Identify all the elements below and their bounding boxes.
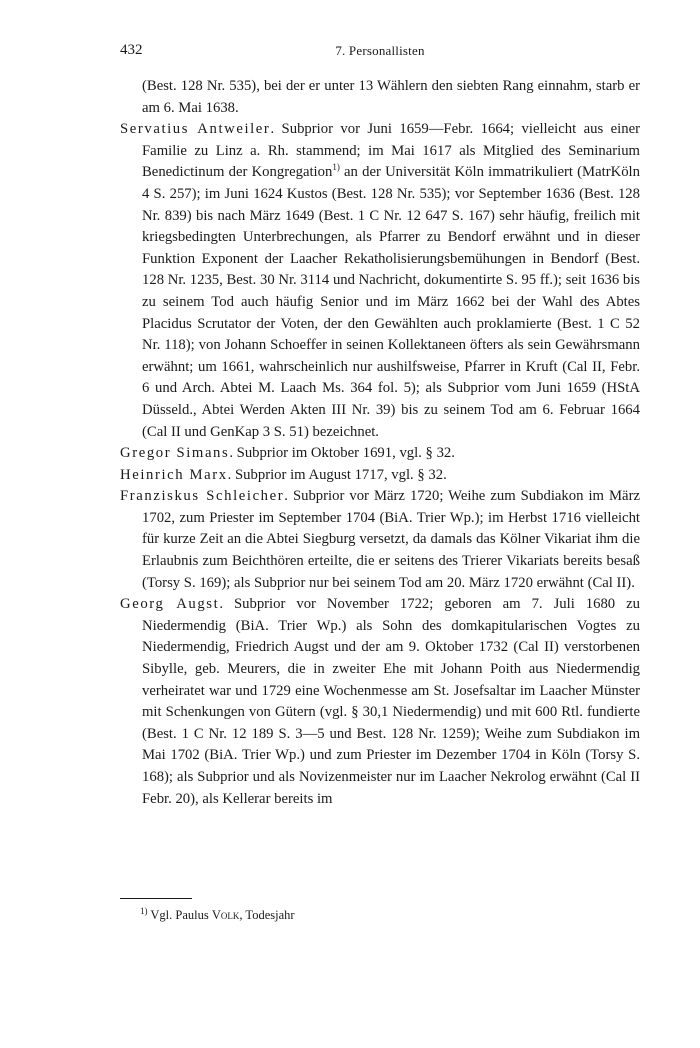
entry-georg-augst (120, 594, 640, 810)
entry-text: (Best. 128 Nr. 535), bei der er unter 13 Wählern den siebten Rang einnahm, starb er am 6. Mai 1638. (142, 78, 640, 116)
running-title: 7. Personallisten (335, 43, 425, 58)
footnote-author: Volk (211, 908, 240, 922)
footnote-text: Vgl. Paulus (147, 908, 212, 922)
entry-continuation (120, 76, 640, 119)
entry-gregor-simans (120, 443, 640, 465)
entry-servatius-antweiler (120, 119, 640, 443)
footnote-marker: 1) (140, 905, 148, 916)
entry-text: . Subprior im August 1717, vgl. § 32. (227, 466, 447, 483)
page-header (120, 42, 640, 60)
entry-franziskus-schleicher (120, 486, 640, 594)
page-number: 432 (120, 42, 143, 58)
entry-text: . Subprior vor März 1720; Weihe zum Subdiakon im März 1702, zum Priester im September 1704 (BiA. Trier Wp.); im Herbst 1716 vielleicht für kurze Zeit an die Abtei Siegburg versetzt, da damals das Kölner Vikariat ihm die Erlaubnis zum Beichthören erteilte, die er seitens des Trierer Vikariats bereits besaß (Torsy S. 169); als Subprior nur bei seinem Tod am 20. März 1720 erwähnt (Cal II). (142, 488, 640, 591)
entry-name: Servatius Antweiler (120, 121, 271, 138)
footnote-reference: 1) (332, 162, 340, 173)
footnote (140, 905, 295, 923)
entry-name: Georg Augst (120, 596, 220, 613)
entry-heinrich-marx (120, 465, 640, 487)
body-text (120, 76, 640, 810)
entry-name: Heinrich Marx (120, 466, 228, 483)
entry-text: . Subprior im Oktober 1691, vgl. § 32. (229, 445, 455, 462)
entry-text: . Subprior vor Juni 1659—Febr. 1664; vielleicht aus einer Familie zu Linz a. Rh. stammend; im Mai 1617 als Mitglied des Seminarium Benedictinum der Kongregation (142, 121, 641, 181)
footnote-divider (120, 898, 192, 899)
entry-name: Gregor Simans (120, 445, 230, 462)
footnote-text-end: , Todesjahr (239, 908, 295, 922)
entry-name: Franziskus Schleicher (120, 488, 285, 505)
entry-text-continued: an der Universität Köln immatrikuliert (MatrKöln 4 S. 257); im Juni 1624 Kustos (Best. 128 Nr. 535); vor September 1636 (Best. 128 Nr. 839) bis nach März 1649 (Best. 1 C Nr. 12 647 S. 167) sehr häufig, freilich mit kriegsbedingten Unterbrechungen, als Pfarrer zu Bendorf erwähnt und in dieser Funktion Exponent der Laacher Rekatholisierungsbemühungen in Bendorf (Best. 128 Nr. 1235, Best. 30 Nr. 3114 und Nachricht, dokumentirte S. 95 ff.); seit 1636 bis zu seinem Tod auch häufig Senior und im März 1662 bei der Wahl des Abtes Placidus Scrutator der Voten, der den Gewählten auch proklamierte (Best. 1 C 52 Nr. 118); von Johann Schoeffer in seinen Kollektaneen öfters als sein Gewährsmann erwähnt; um 1661, wahrscheinlich nur aushilfsweise, Pfarrer in Kruft (Cal II, Febr. 6 und Arch. Abtei M. Laach Ms. 364 fol. 5); als Subprior vom Juni 1659 (HStA Düsseld., Abtei Werden Akten III Nr. 39) bis zu seinem Tod am 6. Februar 1664 (Cal II und GenKap 3 S. 51) bezeichnet. (142, 164, 640, 440)
entry-text: . Subprior vor November 1722; geboren am 7. Juli 1680 zu Niedermendig (BiA. Trier Wp.) als Sohn des domkapitularischen Vogtes zu Niedermendig, Friedrich Augst und der am 9. Oktober 1732 (Cal II) verstorbenen Sibylle, geb. Meurers, die in zweiter Ehe mit Johann Poith aus Niedermendig verheiratet war und 1729 eine Wochenmesse am St. Josefsaltar im Laacher Münster mit Schenkungen von Gütern (vgl. § 30,1 Niedermendig) und mit 600 Rtl. fundierte (Best. 1 C Nr. 12 189 S. 3—5 und Best. 128 Nr. 1259); Weihe zum Subdiakon im Mai 1702 (BiA. Trier Wp.) und zum Priester im Dezember 1704 in Köln (Torsy S. 168); als Subprior und als Novizenmeister nur im Laacher Nekrolog erwähnt (Cal II Febr. 20), als Kellerar bereits im (142, 596, 640, 807)
